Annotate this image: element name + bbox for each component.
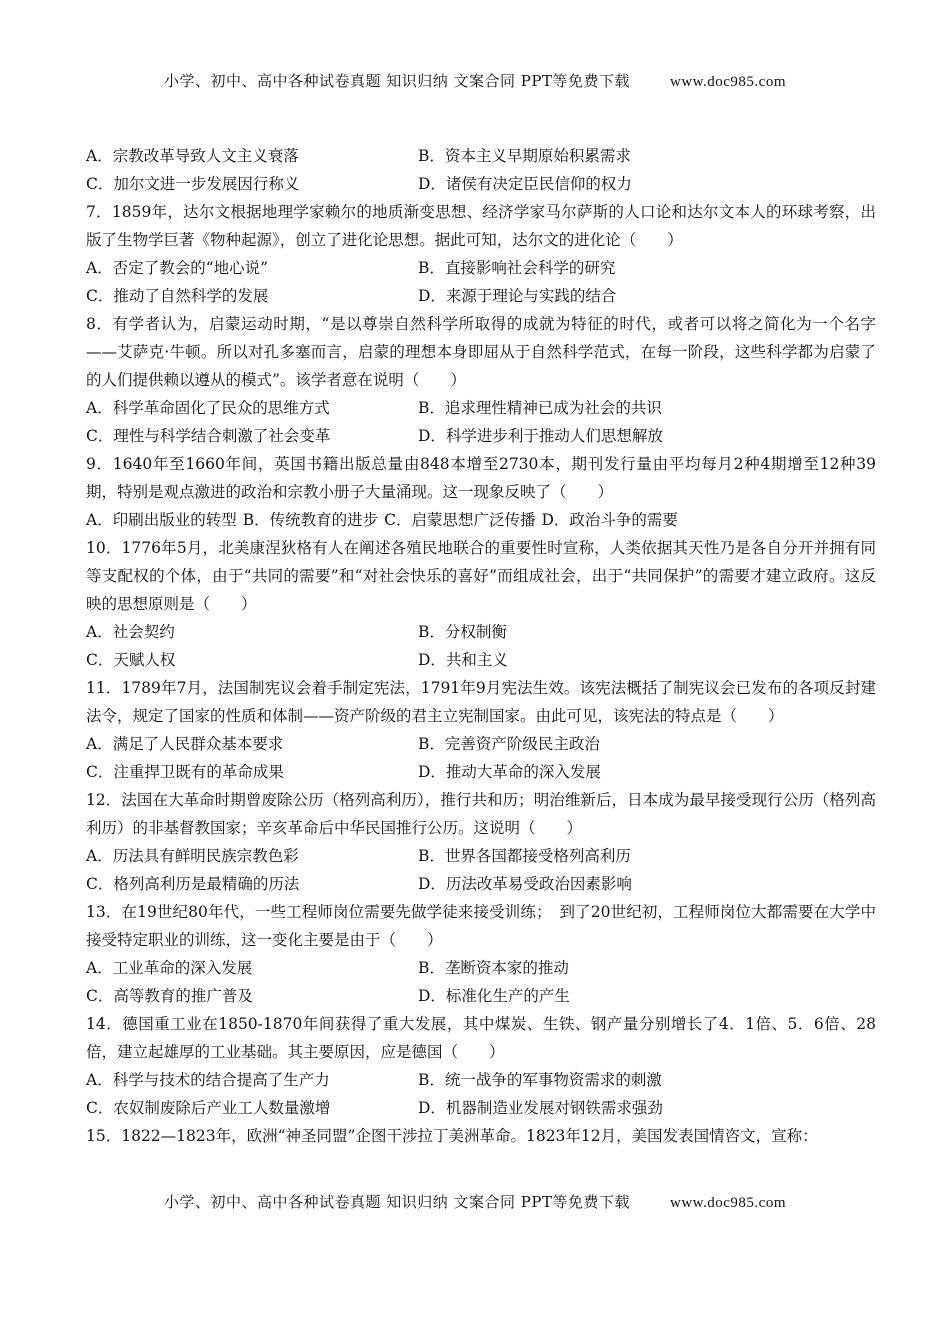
q13-options-row1 xyxy=(86,954,876,982)
q9-stem: 9．1640年至1660年间，英国书籍出版总量由848本增至2730本，期刊发行量由平均每月2种4期增至12种39期，特别是观点激进的政治和宗教小册子大量涌现。这一现象反映了（ ） xyxy=(86,455,876,501)
q7-options-row2 xyxy=(86,282,876,310)
q7-option-d: D．来源于理论与实践的结合 xyxy=(418,287,617,305)
q9-options-row xyxy=(86,506,876,534)
q10-option-d: D．共和主义 xyxy=(418,651,508,669)
q6-option-d: D．诸侯有决定臣民信仰的权力 xyxy=(418,175,632,193)
q8-stem: 8．有学者认为，启蒙运动时期，“是以尊崇自然科学所取得的成就为特征的时代，或者可以将之简化为一个名字——艾萨克·牛顿。所以对孔多塞而言，启蒙的理想本身即屈从于自然科学范式，在每一阶段，这些科学都为启蒙了的人们提供赖以遵从的模式”。该学者意在说明（ ） xyxy=(86,315,876,389)
q14-options-row2 xyxy=(86,1094,876,1122)
q9-option-a: A．印刷出版业的转型 xyxy=(86,511,237,529)
q13-option-a: A．工业革命的深入发展 xyxy=(86,959,253,977)
header-text: 小学、初中、高中各种试卷真题 知识归纳 文案合同 PPT等免费下载 xyxy=(163,72,630,90)
q10-option-b: B．分权制衡 xyxy=(418,623,507,641)
q7-stem: 7．1859年，达尔文根据地理学家赖尔的地质渐变思想、经济学家马尔萨斯的人口论和达尔文本人的环球考察，出版了生物学巨著《物种起源》，创立了进化论思想。据此可知，达尔文的进化论（ ） xyxy=(86,203,876,249)
q12-options-row1 xyxy=(86,842,876,870)
q7-option-b: B．直接影响社会科学的研究 xyxy=(418,259,616,277)
q11-options-row2 xyxy=(86,758,876,786)
q11-option-d: D．推动大革命的深入发展 xyxy=(418,763,601,781)
q9-option-c: C．启蒙思想广泛传播 xyxy=(384,511,536,529)
footer-url[interactable]: www.doc985.com xyxy=(669,1195,786,1211)
q11-option-a: A．满足了人民群众基本要求 xyxy=(86,735,284,753)
q11-options-row1 xyxy=(86,730,876,758)
question-content xyxy=(86,142,876,1150)
page-header xyxy=(0,70,950,91)
footer-text: 小学、初中、高中各种试卷真题 知识归纳 文案合同 PPT等免费下载 xyxy=(163,1193,630,1211)
q7-options-row1 xyxy=(86,254,876,282)
q12-option-c: C．格列高利历是最精确的历法 xyxy=(86,875,300,893)
q13-option-b: B．垄断资本家的推动 xyxy=(418,959,569,977)
q14-option-b: B．统一战争的军事物资需求的刺激 xyxy=(418,1071,662,1089)
q13-option-d: D．标准化生产的产生 xyxy=(418,987,570,1005)
q14-stem: 14．德国重工业在1850-1870年间获得了重大发展，其中煤炭、生铁、钢产量分别增长了4．1倍、5．6倍、28倍，建立起雄厚的工业基础。其主要原因，应是德国（ ） xyxy=(86,1015,876,1061)
q6-options-row2 xyxy=(86,170,876,198)
q13-stem: 13．在19世纪80年代，一些工程师岗位需要先做学徒来接受训练； 到了20世纪初，工程师岗位大都需要在大学中接受特定职业的训练，这一变化主要是由于（ ） xyxy=(86,903,876,949)
q10-option-c: C．天赋人权 xyxy=(86,651,176,669)
q12-option-d: D．历法改革易受政治因素影响 xyxy=(418,875,632,893)
q6-options-row1 xyxy=(86,142,876,170)
q12-options-row2 xyxy=(86,870,876,898)
q14-option-c: C．农奴制废除后产业工人数量激增 xyxy=(86,1099,331,1117)
page-footer xyxy=(0,1191,950,1212)
q12-option-b: B．世界各国都接受格列高利历 xyxy=(418,847,631,865)
q12-stem: 12．法国在大革命时期曾废除公历（格列高利历），推行共和历；明治维新后，日本成为最早接受现行公历（格列高利历）的非基督教国家；辛亥革命后中华民国推行公历。这说明（ ） xyxy=(86,791,876,837)
q9-option-d: D．政治斗争的需要 xyxy=(541,511,678,529)
q10-stem: 10．1776年5月，北美康涅狄格有人在阐述各殖民地联合的重要性时宣称，人类依据其天性乃是各自分开并拥有同等支配权的个体，由于“共同的需要”和“对社会快乐的喜好”而组成社会，出于“共同保护”的需要才建立政府。这反映的思想原则是（ ） xyxy=(86,539,876,613)
q10-options-row1 xyxy=(86,618,876,646)
q13-option-c: C．高等教育的推广普及 xyxy=(86,987,253,1005)
q10-option-a: A．社会契约 xyxy=(86,623,175,641)
q8-option-d: D．科学进步利于推动人们思想解放 xyxy=(418,427,663,445)
q7-option-c: C．推动了自然科学的发展 xyxy=(86,287,269,305)
q8-options-row1 xyxy=(86,394,876,422)
q14-option-d: D．机器制造业发展对钢铁需求强劲 xyxy=(418,1099,663,1117)
q11-option-b: B．完善资产阶级民主政治 xyxy=(418,735,600,753)
header-url[interactable]: www.doc985.com xyxy=(669,74,786,90)
q6-option-a: A．宗教改革导致人文主义衰落 xyxy=(86,147,299,165)
q11-stem: 11．1789年7月，法国制宪议会着手制定宪法，1791年9月宪法生效。该宪法概括了制宪议会已发布的各项反封建法令，规定了国家的性质和体制——资产阶级的君主立宪制国家。由此可见，该宪法的特点是（ ） xyxy=(86,679,876,725)
q8-option-c: C．理性与科学结合刺激了社会变革 xyxy=(86,427,331,445)
q6-option-c: C．加尔文进一步发展因行称义 xyxy=(86,175,300,193)
q11-option-c: C．注重捍卫既有的革命成果 xyxy=(86,763,284,781)
q9-option-b: B．传统教育的进步 xyxy=(242,511,379,529)
q13-options-row2 xyxy=(86,982,876,1010)
q8-option-b: B．追求理性精神已成为社会的共识 xyxy=(418,399,662,417)
q6-option-b: B．资本主义早期原始积累需求 xyxy=(418,147,631,165)
q8-options-row2 xyxy=(86,422,876,450)
q10-options-row2 xyxy=(86,646,876,674)
q14-options-row1 xyxy=(86,1066,876,1094)
q14-option-a: A．科学与技术的结合提高了生产力 xyxy=(86,1071,330,1089)
q7-option-a: A．否定了教会的“地心说” xyxy=(86,259,269,277)
q15-stem: 15．1822—1823年，欧洲“神圣同盟”企图干涉拉丁美洲革命。1823年12月，美国发表国情咨文，宣称： xyxy=(86,1127,818,1145)
q12-option-a: A．历法具有鲜明民族宗教色彩 xyxy=(86,847,299,865)
q8-option-a: A．科学革命固化了民众的思维方式 xyxy=(86,399,330,417)
